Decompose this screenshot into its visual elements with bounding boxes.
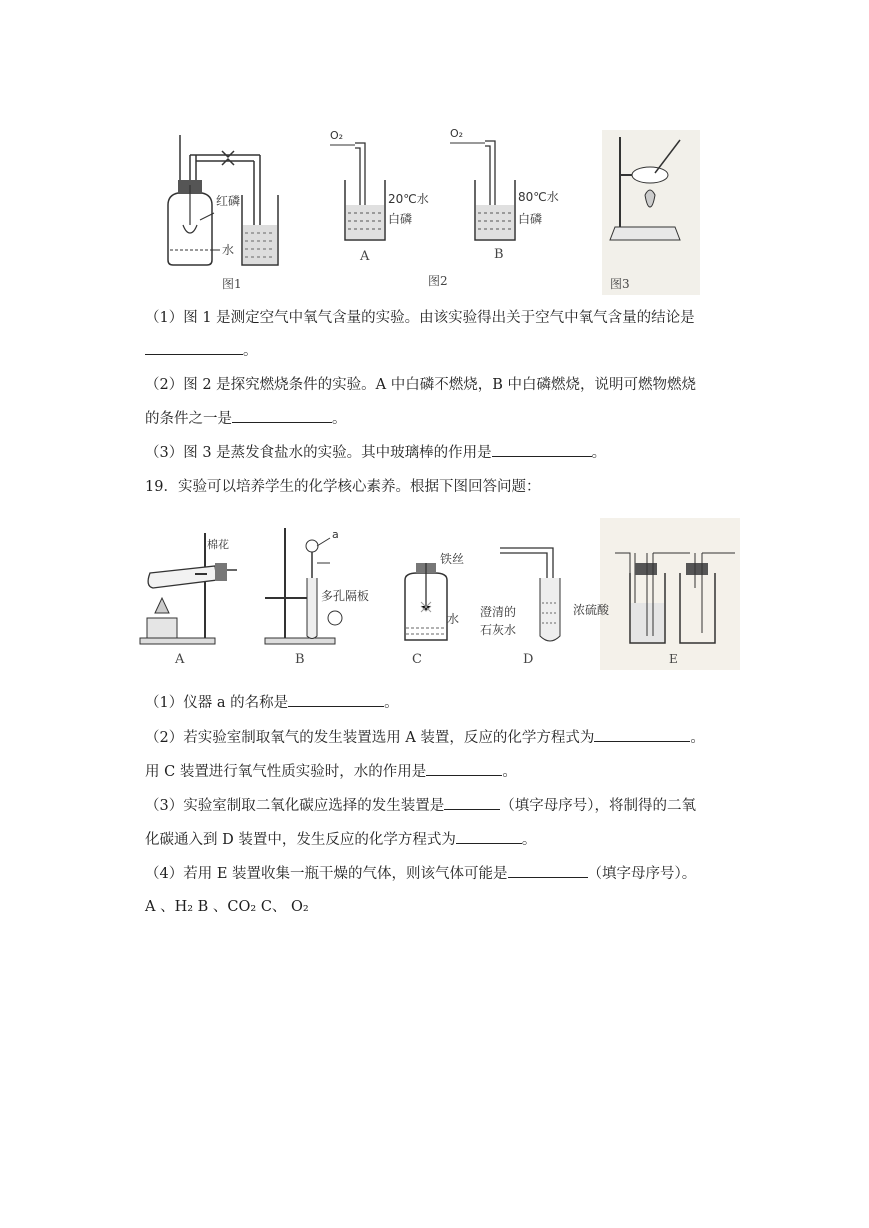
fig1-oxygen-content-apparatus [168, 135, 278, 291]
q19-part2-end: 。 [690, 730, 705, 746]
C-letter: C [412, 652, 422, 667]
q19-part4-text: （4）若用 E 装置收集一瓶干燥的气体，则该气体可能是 [145, 866, 508, 882]
q18-part1-blank[interactable] [145, 340, 243, 355]
apparatus-B [265, 528, 369, 667]
q18-part2-end: 。 [332, 411, 347, 427]
q18-part3-end: 。 [591, 445, 607, 461]
fig2-A-white-p: 白磷 [388, 212, 413, 226]
fig2-A-water-temp: 20℃水 [388, 192, 429, 206]
q18-part3-text: （3）图 3 是蒸发食盐水的实验。其中玻璃棒的作用是 [145, 445, 492, 461]
q19-part3 [145, 795, 696, 816]
q19-part3-mid: （填字母序号），将制得的二氧 [500, 798, 696, 814]
q19-part2-blank[interactable] [594, 727, 690, 742]
q19-part2-text: （2）若实验室制取氧气的发生装置选用 A 装置，反应的化学方程式为 [145, 730, 595, 746]
q18-part2-blank[interactable] [232, 408, 332, 423]
B-porous-plate-label: 多孔隔板 [321, 589, 370, 603]
q19-part2-line2-text: 用 C 装置进行氧气性质实验时，水的作用是 [145, 764, 427, 780]
apparatus-C [405, 551, 464, 667]
fig3-caption: 图3 [610, 277, 630, 291]
fig2-B-letter: B [494, 247, 504, 262]
fig1-red-phosphorus-label: 红磷 [216, 194, 241, 208]
C-iron-wire-label: 铁丝 [440, 552, 465, 566]
C-water-label: 水 [447, 612, 460, 626]
q18-part2 [145, 375, 696, 395]
D-limewater-label-1: 澄清的 [480, 605, 517, 619]
A-cotton-label: 棉花 [207, 538, 229, 551]
q19-heading-text: 19．实验可以培养学生的化学核心素养。根据下图回答问题： [145, 479, 541, 495]
q19-part4-end: （填字母序号）。 [587, 866, 697, 882]
q18-part1-text: （1）图 1 是测定空气中氧气含量的实验。由该实验得出关于空气中氧气含量的结论是 [145, 310, 695, 326]
q19-part1 [145, 692, 399, 713]
apparatus-A [140, 533, 237, 667]
q19-part2 [145, 727, 705, 748]
B-letter: B [295, 652, 305, 667]
q18-part2-text: （2）图 2 是探究燃烧条件的实验。A 中白磷不燃烧，B 中白磷燃烧，说明可燃物燃烧 [145, 377, 697, 393]
fig2-caption: 图2 [428, 274, 448, 288]
A-letter: A [175, 652, 185, 667]
apparatus-E [573, 518, 740, 670]
fig2-A-letter: A [360, 249, 370, 264]
q18-part3-blank[interactable] [492, 442, 592, 457]
q18-part2-line2-text: 的条件之一是 [145, 411, 232, 427]
q19-part4-blank[interactable] [508, 863, 588, 878]
q18-part1-answer-line [145, 340, 258, 361]
D-letter: D [523, 652, 534, 667]
fig1-water-label: 水 [222, 243, 235, 257]
fig2-A-gas-label: O₂ [330, 129, 344, 142]
q19-part4 [145, 863, 696, 884]
E-sulfuric-acid-label: 浓硫酸 [573, 603, 610, 617]
fig3-evaporation-apparatus [602, 130, 700, 295]
fig2-B-white-p: 白磷 [518, 212, 543, 226]
fig2-B-gas-label: O₂ [450, 127, 464, 140]
q19-part3-line2 [145, 829, 536, 850]
q19-part3-text: （3）实验室制取二氧化碳应选择的发生装置是 [145, 798, 445, 814]
q19-part3-line2-text: 化碳通入到 D 装置中，发生反应的化学方程式为 [145, 832, 456, 848]
q19-part2-line2-end: 。 [502, 764, 517, 780]
q19-part2-line2 [145, 761, 517, 782]
q18-part1 [145, 308, 695, 328]
q19-part2-water-blank[interactable] [426, 761, 502, 776]
fig2-B-beaker [428, 127, 559, 288]
fig2-A-beaker [330, 129, 429, 264]
q19-part1-end: 。 [384, 695, 399, 711]
figure-gas-apparatus [135, 518, 740, 670]
B-instrument-a-label: a [332, 528, 339, 541]
q19-part3-blank[interactable] [444, 795, 500, 810]
q18-part3 [145, 442, 606, 463]
q19-part1-blank[interactable] [288, 692, 384, 707]
q19-heading [145, 477, 540, 497]
svg-text:红磷 [216, 193, 240, 208]
fig2-B-water-temp: 80℃水 [518, 190, 559, 204]
q19-options [145, 897, 309, 917]
q18-part2-line2 [145, 408, 347, 429]
apparatus-D [480, 548, 560, 667]
q19-part1-text: （1）仪器 a 的名称是 [145, 695, 289, 711]
q18-part1-end: 。 [243, 343, 258, 359]
q19-part3-equation-blank[interactable] [456, 829, 522, 844]
D-limewater-label-2: 石灰水 [480, 623, 517, 637]
q19-part3-line2-end: 。 [521, 832, 537, 848]
figure-combustion-experiments [150, 125, 710, 300]
E-letter: E [669, 652, 678, 666]
fig1-caption: 图1 [222, 277, 242, 291]
q19-options-text: A 、H₂ B 、CO₂ C、 O₂ [145, 899, 309, 915]
